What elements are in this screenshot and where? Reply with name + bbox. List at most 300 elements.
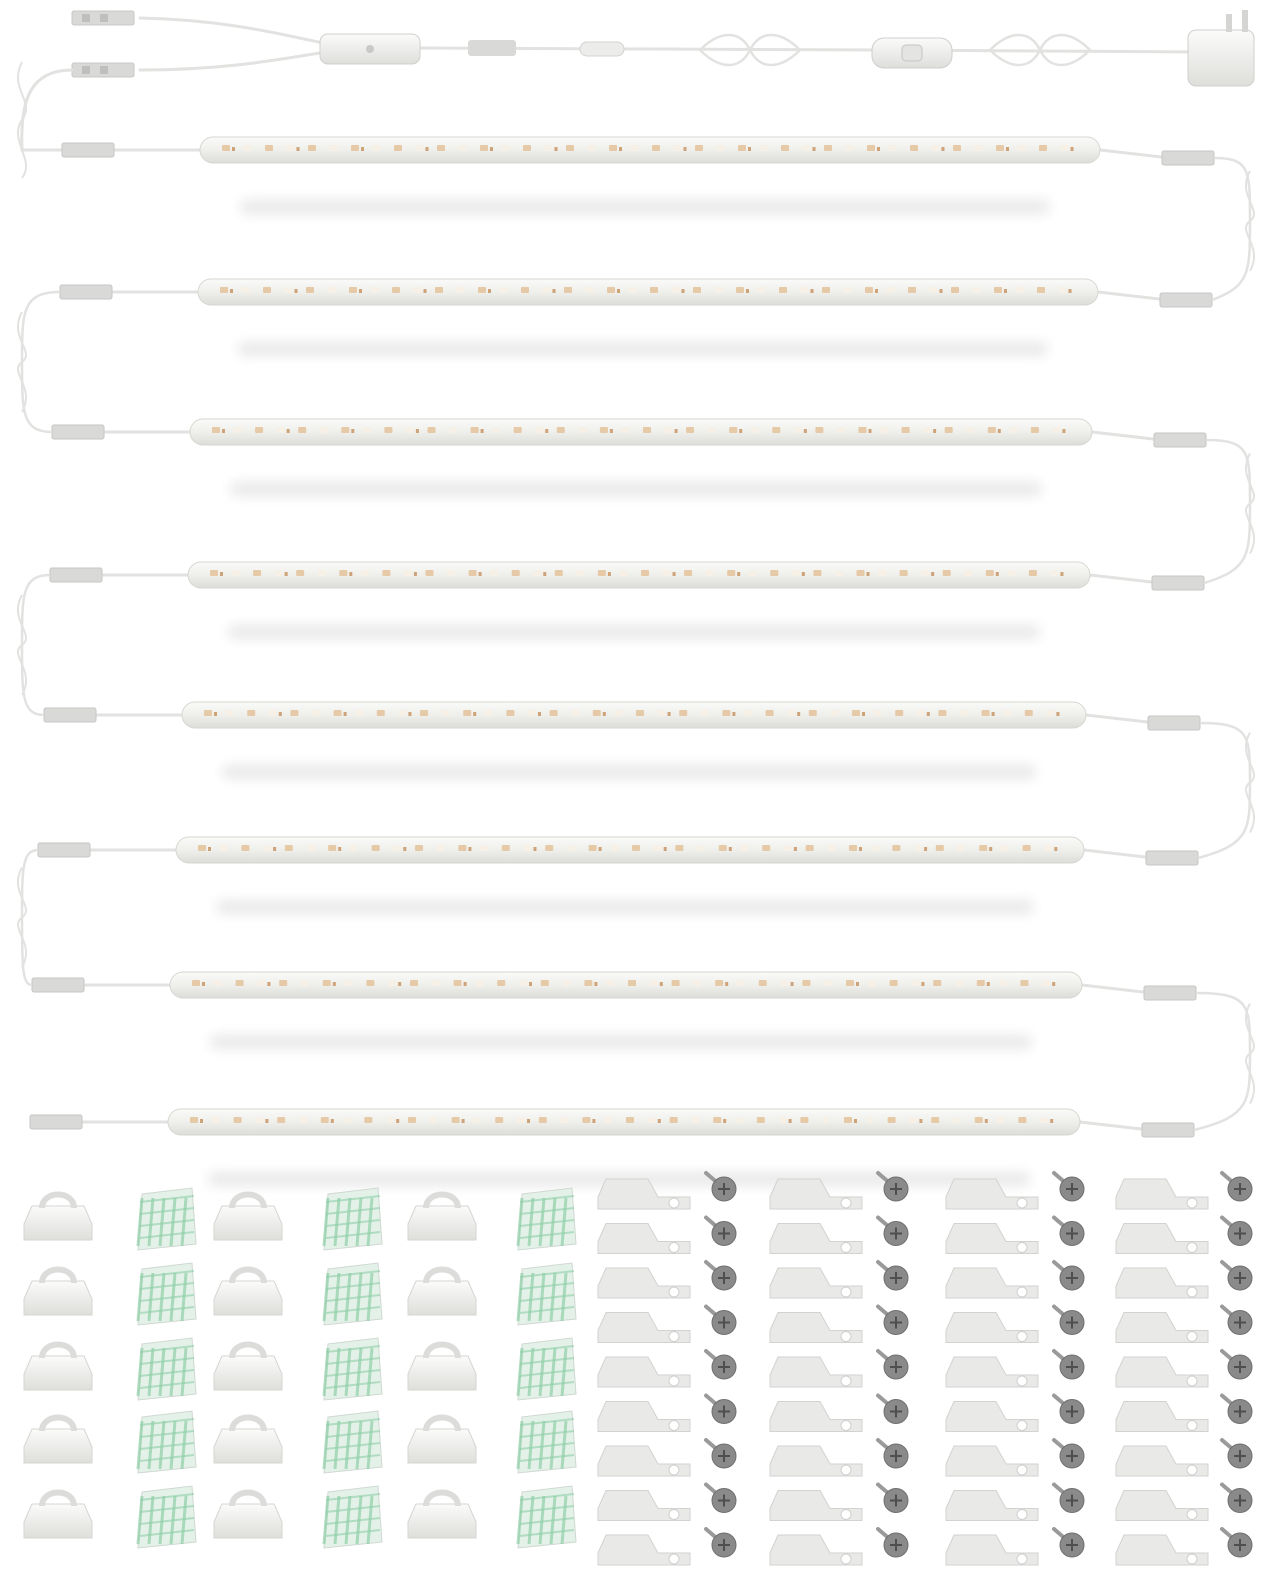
screw-icon — [706, 1307, 736, 1335]
led-chip — [844, 1117, 852, 1123]
led-chip — [377, 710, 385, 716]
led-chip — [629, 287, 637, 293]
led-chip — [475, 980, 483, 986]
cable-clip-icon — [408, 1493, 476, 1539]
led-chip — [822, 1117, 830, 1123]
led-chip — [394, 145, 402, 151]
screw-icon — [878, 1529, 908, 1557]
resistor — [273, 847, 276, 851]
cable-clip-icon — [24, 1345, 92, 1391]
led-bar-icon — [62, 137, 1214, 214]
mounting-bracket-icon — [1116, 1224, 1208, 1254]
resistor — [658, 1119, 661, 1123]
led-chip — [650, 287, 658, 293]
resistor — [527, 1119, 530, 1123]
led-chip — [517, 1117, 525, 1123]
led-chip — [715, 980, 723, 986]
led-chip — [923, 427, 931, 433]
led-chip — [770, 570, 778, 576]
led-chip — [364, 1117, 372, 1123]
led-chip — [697, 845, 705, 851]
led-chip — [447, 570, 455, 576]
led-chip — [643, 427, 651, 433]
led-chip — [298, 427, 306, 433]
led-chip — [285, 845, 293, 851]
resistor — [359, 289, 362, 293]
led-chip — [204, 710, 212, 716]
led-chip — [533, 570, 541, 576]
screw-icon — [1054, 1218, 1084, 1246]
resistor — [996, 572, 999, 576]
led-chip — [973, 287, 981, 293]
resistor — [682, 289, 685, 293]
led-chip — [408, 1117, 416, 1123]
led-chip — [801, 287, 809, 293]
led-bar-icon — [32, 972, 1196, 1049]
led-chip — [779, 287, 787, 293]
bar-connector — [44, 708, 96, 722]
led-chip — [497, 980, 505, 986]
adhesive-pad-icon — [324, 1188, 382, 1250]
led-chip — [263, 845, 271, 851]
resistor — [490, 147, 493, 151]
resistor — [462, 1119, 465, 1123]
led-chip — [1039, 145, 1047, 151]
led-chip — [835, 570, 843, 576]
led-chip — [1003, 710, 1011, 716]
led-chip — [500, 287, 508, 293]
led-chip — [1023, 845, 1031, 851]
led-chip — [437, 145, 445, 151]
led-chip — [406, 427, 414, 433]
resistor — [265, 1119, 268, 1123]
led-chip — [665, 427, 673, 433]
led-chip — [198, 845, 206, 851]
led-chip — [758, 287, 766, 293]
resistor — [931, 572, 934, 576]
led-chip — [713, 1117, 721, 1123]
led-chip — [1061, 145, 1069, 151]
bar-connector — [30, 1115, 82, 1129]
led-bar-chain — [18, 137, 1254, 1186]
led-chip — [277, 427, 285, 433]
led-chip — [736, 287, 744, 293]
led-chip — [914, 845, 922, 851]
resistor — [1006, 147, 1009, 151]
cable-clip-icon — [24, 1195, 92, 1241]
led-chip — [236, 980, 244, 986]
led-chip — [911, 980, 919, 986]
screw-icon — [706, 1396, 736, 1424]
led-chip — [492, 427, 500, 433]
resistor — [919, 1119, 922, 1123]
led-chip — [567, 845, 575, 851]
bar-connector — [62, 143, 114, 157]
led-chip — [619, 570, 627, 576]
led-chip — [343, 1117, 351, 1123]
led-chip — [410, 980, 418, 986]
resistor — [344, 712, 347, 716]
link-cable — [22, 575, 50, 715]
led-chip — [563, 980, 571, 986]
led-chip — [857, 570, 865, 576]
led-chip — [210, 570, 218, 576]
led-chip — [521, 287, 529, 293]
led-chip — [384, 427, 392, 433]
led-chip — [363, 427, 371, 433]
led-chip — [582, 1117, 590, 1123]
screw-icon — [1222, 1440, 1252, 1468]
led-chip — [285, 287, 293, 293]
resistor — [794, 847, 797, 851]
led-chip — [351, 145, 359, 151]
led-chip — [371, 287, 379, 293]
led-chip — [888, 1117, 896, 1123]
led-chip — [463, 710, 471, 716]
screw-icon — [878, 1396, 908, 1424]
screw-icon — [878, 1262, 908, 1290]
resistor — [1054, 847, 1057, 851]
bar-connector — [50, 568, 102, 582]
resistor — [933, 429, 936, 433]
resistor — [877, 147, 880, 151]
mounting-bracket-icon — [946, 1402, 1038, 1432]
screw-icon — [1222, 1307, 1252, 1335]
led-chip — [415, 845, 423, 851]
led-chip — [502, 145, 510, 151]
led-chip — [545, 145, 553, 151]
led-chip — [890, 980, 898, 986]
screw-icon — [1222, 1351, 1252, 1379]
led-chip — [528, 710, 536, 716]
mounting-bracket-icon — [1116, 1179, 1208, 1209]
cable — [22, 70, 72, 150]
led-chip — [621, 427, 629, 433]
led-chip — [428, 427, 436, 433]
led-chip — [803, 145, 811, 151]
led-bar-icon — [30, 1109, 1194, 1186]
bar-connector — [32, 978, 84, 992]
resistor — [545, 429, 548, 433]
resistor — [338, 847, 341, 851]
mounting-bracket-icon — [1116, 1491, 1208, 1521]
led-chip — [275, 570, 283, 576]
led-chip — [866, 1117, 874, 1123]
led-chip — [632, 845, 640, 851]
led-chip — [277, 1117, 285, 1123]
led-chip — [631, 145, 639, 151]
led-chip — [966, 427, 974, 433]
led-chip — [996, 145, 1004, 151]
bar-connector — [1146, 851, 1198, 865]
led-chip — [312, 710, 320, 716]
led-chip — [1018, 1117, 1026, 1123]
led-chip — [737, 980, 745, 986]
screw-icon — [878, 1307, 908, 1335]
resistor — [804, 429, 807, 433]
mounting-bracket-icon — [1116, 1313, 1208, 1343]
adhesive-pad-icon — [324, 1486, 382, 1548]
resistor — [875, 289, 878, 293]
led-chip — [279, 980, 287, 986]
led-bar-icon — [38, 837, 1198, 914]
led-chip — [388, 980, 396, 986]
led-chip — [220, 845, 228, 851]
led-chip — [255, 427, 263, 433]
led-chip — [566, 145, 574, 151]
led-chip — [242, 287, 250, 293]
led-chip — [636, 710, 644, 716]
led-chip — [234, 427, 242, 433]
led-chip — [652, 145, 660, 151]
resistor — [1050, 1119, 1053, 1123]
led-chip — [760, 145, 768, 151]
led-chip — [900, 570, 908, 576]
led-chip — [908, 287, 916, 293]
led-chip — [1016, 287, 1024, 293]
mounting-bracket-icon — [946, 1268, 1038, 1298]
led-chip — [386, 1117, 394, 1123]
led-chip — [393, 845, 401, 851]
resistor — [349, 572, 352, 576]
led-chip — [824, 145, 832, 151]
screw-icon — [1222, 1396, 1252, 1424]
led-chip — [1020, 980, 1028, 986]
led-chip — [350, 845, 358, 851]
resistor — [488, 289, 491, 293]
bar-shadow — [230, 482, 1042, 496]
led-chip — [781, 145, 789, 151]
resistor — [859, 847, 862, 851]
led-chip — [936, 845, 944, 851]
led-chip — [880, 427, 888, 433]
resistor — [285, 572, 288, 576]
led-chip — [495, 1117, 503, 1123]
led-chip — [373, 145, 381, 151]
resistor — [594, 982, 597, 986]
lead-wire — [1090, 575, 1160, 583]
cable-tie-loop — [18, 62, 26, 178]
led-chip — [561, 1117, 569, 1123]
cable-clip-icon — [24, 1493, 92, 1539]
led-chip — [824, 980, 832, 986]
led-chip — [1052, 427, 1060, 433]
resistor — [789, 1119, 792, 1123]
led-chip — [345, 980, 353, 986]
led-chip — [960, 710, 968, 716]
mounting-bracket-icon — [770, 1313, 862, 1343]
led-chip — [784, 845, 792, 851]
led-chip — [372, 845, 380, 851]
led-chip — [318, 570, 326, 576]
led-chip — [247, 710, 255, 716]
led-chip — [1018, 145, 1026, 151]
led-chip — [695, 145, 703, 151]
resistor — [603, 712, 606, 716]
adhesive-pad-icon — [518, 1411, 576, 1473]
led-chip — [691, 1117, 699, 1123]
led-chip — [523, 145, 531, 151]
mounting-bracket-icon — [946, 1446, 1038, 1476]
mounting-bracket-icon — [598, 1224, 690, 1254]
link-cable — [1194, 993, 1250, 1130]
led-chip — [654, 845, 662, 851]
led-bar-icon — [60, 279, 1212, 356]
led-chip — [729, 427, 737, 433]
resistor — [297, 147, 300, 151]
led-chip — [398, 710, 406, 716]
led-chip — [614, 710, 622, 716]
led-chip — [766, 710, 774, 716]
led-chip — [222, 145, 230, 151]
led-chip — [257, 980, 265, 986]
adhesive-pad-icon — [324, 1411, 382, 1473]
screw-icon — [706, 1529, 736, 1557]
resistor — [664, 847, 667, 851]
resistor — [992, 712, 995, 716]
led-chip — [975, 1117, 983, 1123]
led-chip — [722, 710, 730, 716]
led-chip — [852, 710, 860, 716]
led-chip — [539, 1117, 547, 1123]
led-chip — [757, 1117, 765, 1123]
resistor — [538, 712, 541, 716]
led-chip — [457, 287, 465, 293]
resistor — [1056, 712, 1059, 716]
led-chip — [234, 1117, 242, 1123]
led-chip — [930, 287, 938, 293]
led-chip — [779, 1117, 787, 1123]
led-chip — [686, 427, 694, 433]
led-chip — [822, 287, 830, 293]
led-chip — [578, 427, 586, 433]
led-chip — [473, 1117, 481, 1123]
led-chip — [349, 287, 357, 293]
resistor — [1071, 147, 1074, 151]
led-chip — [1025, 710, 1033, 716]
led-chip — [813, 570, 821, 576]
led-chip — [232, 570, 240, 576]
led-chip — [762, 845, 770, 851]
led-chip — [964, 570, 972, 576]
led-chip — [571, 710, 579, 716]
led-chip — [255, 1117, 263, 1123]
resistor — [737, 572, 740, 576]
bar-shadow — [216, 900, 1034, 914]
resistor — [464, 982, 467, 986]
led-chip — [738, 145, 746, 151]
bar-shadow — [240, 200, 1050, 214]
led-chip — [744, 710, 752, 716]
mounting-bracket-icon — [946, 1224, 1038, 1254]
led-chip — [382, 570, 390, 576]
led-chip — [1046, 710, 1054, 716]
resistor — [856, 982, 859, 986]
mounting-bracket-icon — [598, 1313, 690, 1343]
adhesive-pad-icon — [138, 1486, 196, 1548]
led-chip — [672, 287, 680, 293]
led-chip — [452, 1117, 460, 1123]
led-chip — [321, 1117, 329, 1123]
resistor — [543, 572, 546, 576]
resistor — [361, 147, 364, 151]
mounting-bracket-icon — [598, 1491, 690, 1521]
led-chip — [287, 145, 295, 151]
mounting-bracket-icon — [946, 1491, 1038, 1521]
mounting-bracket-icon — [946, 1313, 1038, 1343]
bar-connector — [60, 285, 112, 299]
cable — [140, 50, 340, 70]
resistor — [351, 429, 354, 433]
led-chip — [308, 145, 316, 151]
bar-shadow — [238, 342, 1048, 356]
led-chip — [426, 570, 434, 576]
led-chip — [543, 287, 551, 293]
led-chip — [889, 145, 897, 151]
led-chip — [212, 427, 220, 433]
lead-wire — [1082, 985, 1152, 993]
led-chip — [480, 845, 488, 851]
led-chip — [759, 980, 767, 986]
resistor — [468, 847, 471, 851]
resistor — [987, 982, 990, 986]
led-chip — [1009, 427, 1017, 433]
led-chip — [787, 710, 795, 716]
led-chip — [454, 980, 462, 986]
led-chip — [670, 1117, 678, 1123]
led-chip — [263, 287, 271, 293]
led-chip — [598, 570, 606, 576]
resistor — [869, 429, 872, 433]
led-chip — [404, 570, 412, 576]
mounting-bracket-icon — [770, 1268, 862, 1298]
led-chip — [432, 980, 440, 986]
mounting-bracket-icon — [1116, 1446, 1208, 1476]
led-chip — [220, 287, 228, 293]
led-chip — [435, 287, 443, 293]
led-chip — [519, 980, 527, 986]
resistor — [867, 572, 870, 576]
led-chip — [564, 287, 572, 293]
screw-icon — [1054, 1396, 1084, 1424]
led-chip — [672, 980, 680, 986]
inline-switch-icon[interactable] — [872, 38, 952, 68]
resistor — [529, 982, 532, 986]
resistor — [592, 1119, 595, 1123]
led-chip — [802, 980, 810, 986]
led-chip — [514, 427, 522, 433]
led-chip — [674, 145, 682, 151]
resistor — [295, 289, 298, 293]
resistor — [208, 847, 211, 851]
mounting-bracket-icon — [598, 1357, 690, 1387]
led-chip — [977, 980, 985, 986]
screw-icon — [1222, 1529, 1252, 1557]
resistor — [220, 572, 223, 576]
led-chip — [917, 710, 925, 716]
splitter-icon — [320, 34, 420, 64]
led-chip — [932, 145, 940, 151]
led-chip — [416, 145, 424, 151]
mounting-bracket-icon — [770, 1535, 862, 1565]
led-chip — [871, 845, 879, 851]
led-chip — [296, 570, 304, 576]
resistor — [985, 1119, 988, 1123]
led-chip — [392, 287, 400, 293]
led-chip — [301, 980, 309, 986]
led-chip — [339, 570, 347, 576]
led-chip — [557, 427, 565, 433]
